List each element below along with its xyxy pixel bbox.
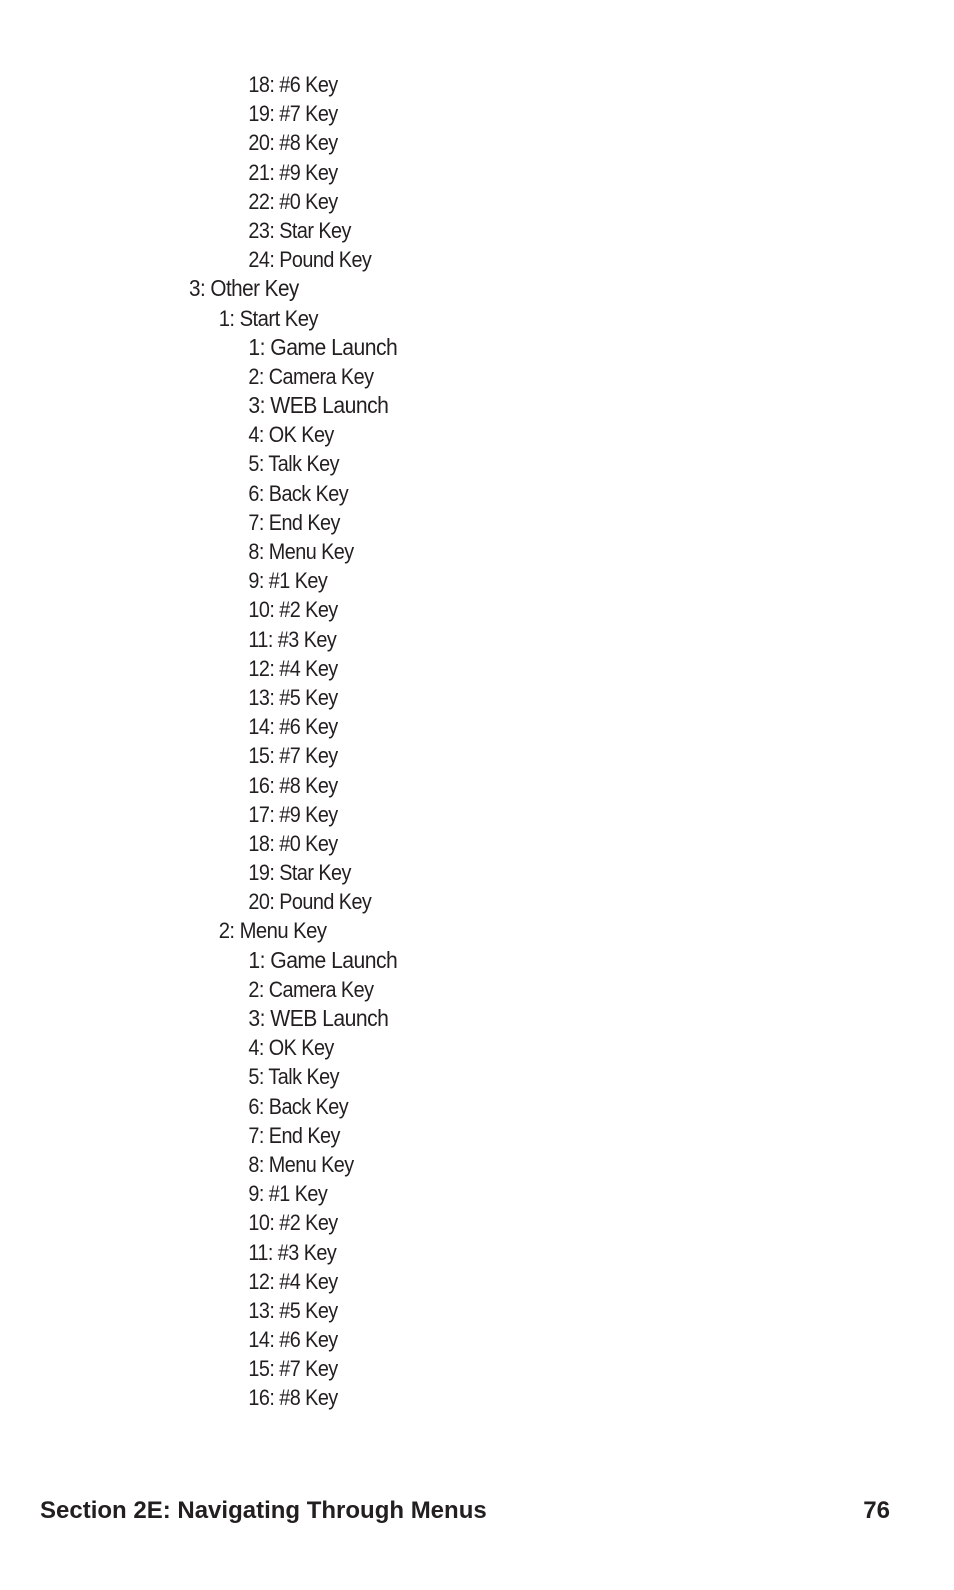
menu-item-level-2: 21: #9 Key	[248, 159, 338, 185]
menu-item-level-2: 5: Talk Key	[248, 1064, 339, 1090]
menu-item-level-2: 12: #4 Key	[248, 655, 338, 681]
menu-item-level-2: 18: #0 Key	[248, 830, 338, 856]
menu-item-level-2: 5: Talk Key	[248, 451, 339, 477]
menu-item-level-2: 19: #7 Key	[248, 101, 338, 127]
section-title: Section 2E: Navigating Through Menus	[40, 1497, 487, 1524]
menu-item-level-1: 1: Start Key	[218, 305, 319, 331]
menu-item-level-2: 14: #6 Key	[248, 714, 338, 740]
menu-item-level-2: 4: OK Key	[248, 1035, 334, 1061]
menu-item-level-2: 13: #5 Key	[248, 684, 338, 710]
menu-item-level-2: 7: End Key	[248, 1122, 340, 1148]
menu-item-level-2: 1: Game Launch	[248, 946, 398, 973]
page-footer	[40, 1494, 890, 1528]
menu-item-level-2: 9: #1 Key	[248, 1181, 328, 1207]
menu-item-level-2: 16: #8 Key	[248, 772, 338, 798]
menu-tree	[0, 70, 954, 1413]
menu-item-level-2: 19: Star Key	[248, 860, 351, 886]
menu-item-level-2: 18: #6 Key	[248, 72, 338, 97]
menu-item-level-2: 2: Camera Key	[248, 363, 374, 389]
menu-item-level-2: 9: #1 Key	[248, 568, 328, 594]
menu-item-level-2: 15: #7 Key	[248, 1356, 338, 1382]
menu-item-level-2: 10: #2 Key	[248, 1210, 338, 1236]
menu-item-level-2: 11: #3 Key	[248, 1239, 337, 1265]
menu-item-level-2: 23: Star Key	[248, 217, 351, 243]
menu-item-level-1: 2: Menu Key	[218, 918, 327, 944]
menu-item-level-2: 3: WEB Launch	[248, 1005, 389, 1031]
menu-item-level-2: 4: OK Key	[248, 422, 334, 448]
menu-item-level-2: 15: #7 Key	[248, 743, 338, 769]
menu-item-level-2: 17: #9 Key	[248, 801, 338, 827]
menu-item-level-2: 20: #8 Key	[248, 130, 338, 156]
menu-item-level-2: 3: WEB Launch	[248, 392, 389, 419]
menu-item-level-2: 16: #8 Key	[248, 1385, 338, 1411]
menu-item-level-2: 12: #4 Key	[248, 1268, 338, 1294]
page-number: 76	[863, 1497, 890, 1524]
menu-item-level-2: 24: Pound Key	[248, 247, 372, 273]
menu-item-level-2: 13: #5 Key	[248, 1297, 338, 1323]
menu-item-level-2: 1: Game Launch	[248, 333, 398, 360]
menu-item-level-2: 20: Pound Key	[248, 889, 372, 915]
menu-item-level-2: 11: #3 Key	[248, 626, 337, 652]
menu-item-level-2: 7: End Key	[248, 509, 340, 535]
menu-item-level-2: 8: Menu Key	[248, 539, 354, 564]
menu-item-level-2: 14: #6 Key	[248, 1327, 338, 1353]
menu-item-level-2: 8: Menu Key	[248, 1151, 354, 1177]
menu-item-level-2: 6: Back Key	[248, 480, 349, 506]
menu-item-level-0: 3: Other Key	[189, 275, 299, 302]
menu-item-level-2: 6: Back Key	[248, 1093, 349, 1119]
menu-item-level-2: 22: #0 Key	[248, 188, 338, 214]
menu-item-level-2: 10: #2 Key	[248, 597, 338, 623]
menu-item-level-2: 2: Camera Key	[248, 976, 374, 1002]
